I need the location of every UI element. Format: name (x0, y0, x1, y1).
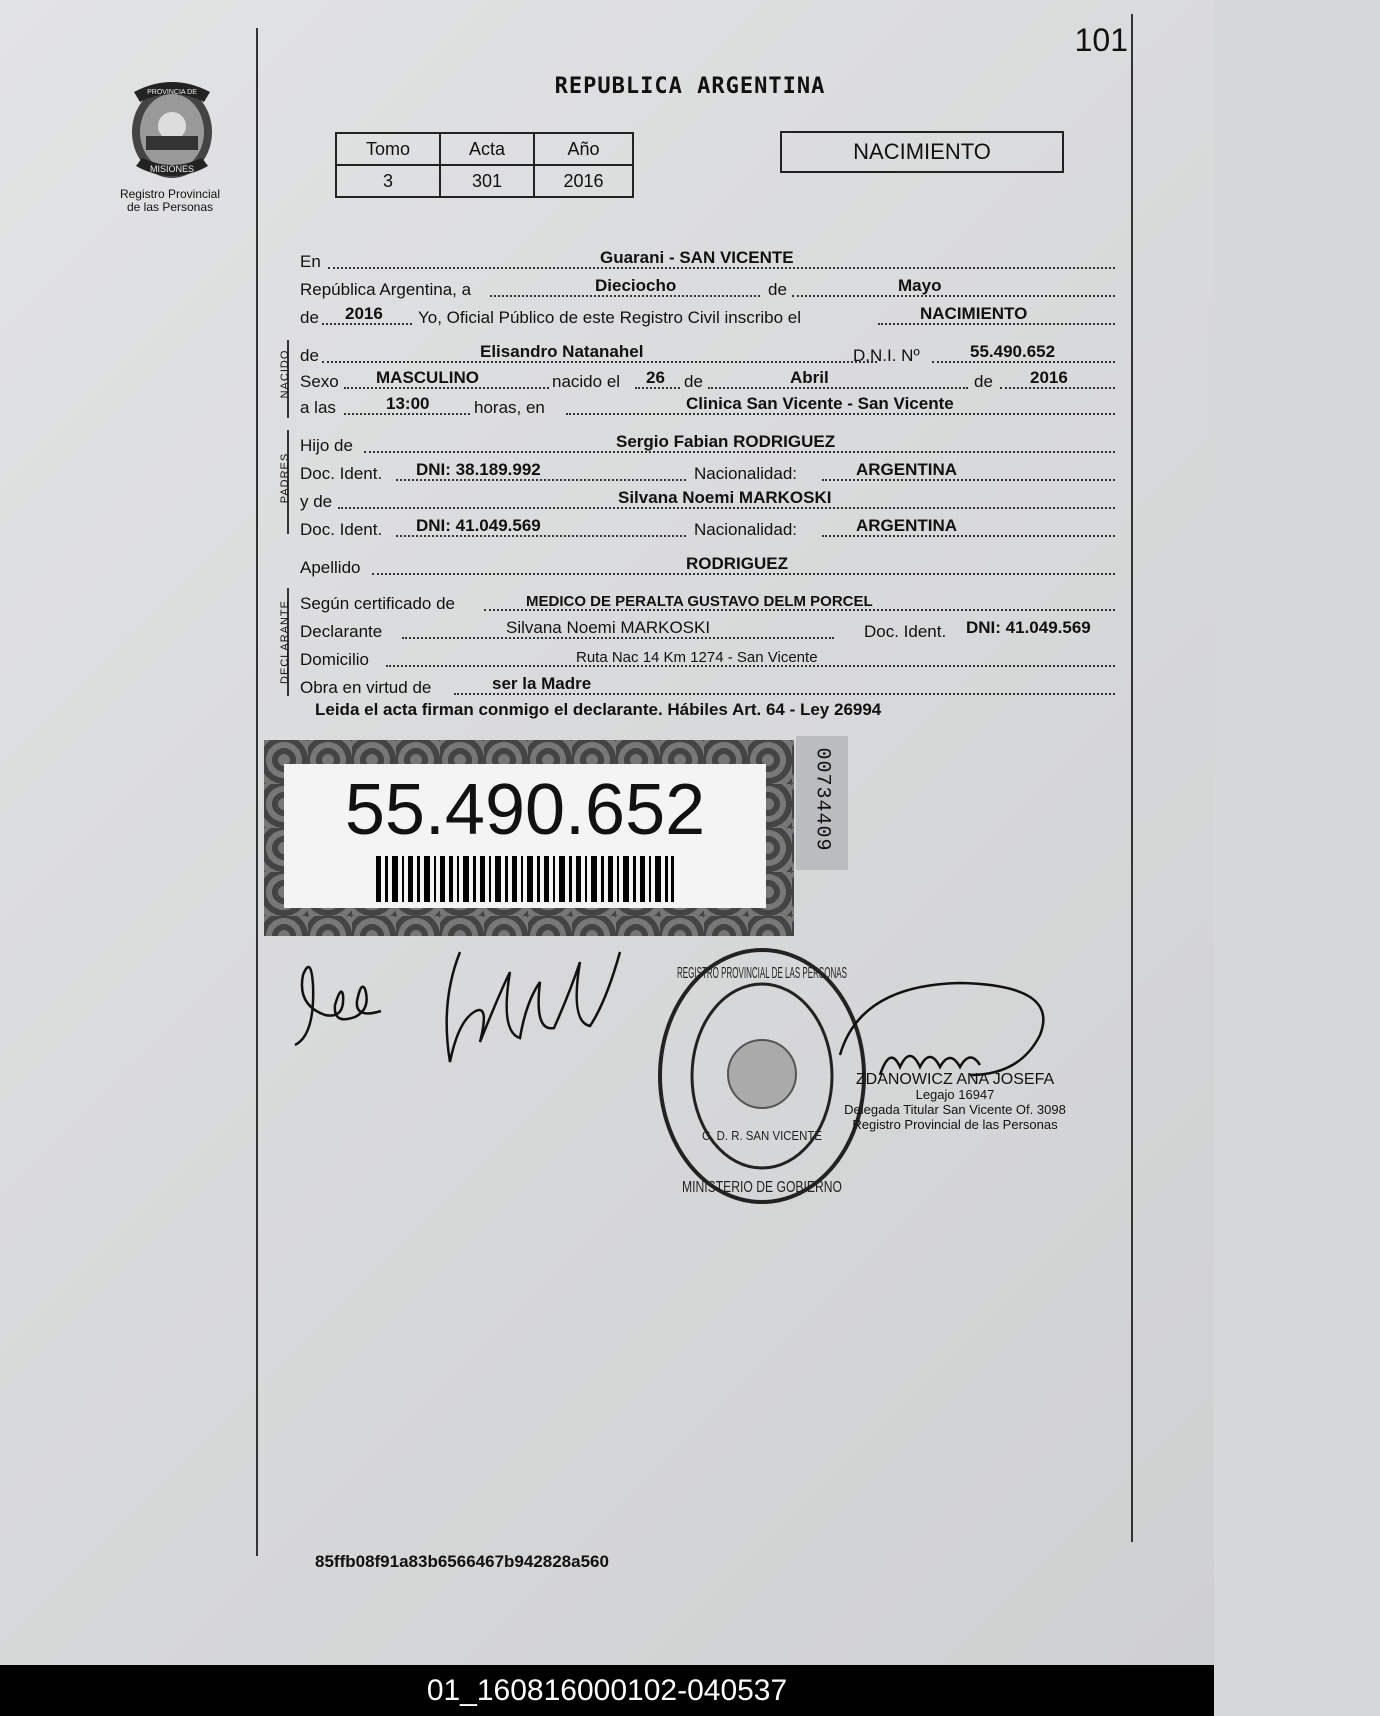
stamp-inner-text: C. D. R. SAN VICENTE (702, 1128, 823, 1143)
mother-name-value: Silvana Noemi MARKOSKI (618, 488, 832, 507)
row-mother-doc (300, 516, 1115, 540)
declarante-section-label: DECLARANTE (279, 600, 291, 684)
republica-label: República Argentina, a (300, 280, 472, 299)
oficial-text: Yo, Oficial Público de este Registro Civil inscribo el (418, 308, 801, 327)
mother-doc-label: Doc. Ident. (300, 520, 383, 539)
right-margin-line (1131, 14, 1133, 1542)
reference-header-row (336, 133, 633, 165)
declarante-name-value: Silvana Noemi MARKOSKI (506, 618, 711, 637)
barcode-icon (376, 856, 674, 902)
stamp-ring-text: REGISTRO PROVINCIAL DE LAS PERSONAS (677, 965, 847, 982)
anio-header: Año (534, 133, 633, 165)
de-label-3: de (974, 372, 993, 391)
certificado-label: Según certificado de (300, 594, 455, 613)
officer-block (840, 1072, 1070, 1132)
nacido-el-label: nacido el (552, 372, 621, 391)
certificado-value: MEDICO DE PERALTA GUSTAVO DELM PORCEL (526, 593, 873, 610)
footer-id-bar: 01_160816000102-040537 (0, 1665, 1214, 1716)
dni-label: D.N.I. Nº (853, 346, 920, 365)
registry-label (100, 188, 240, 214)
row-republica (300, 276, 1115, 300)
control-number: 00734409 (810, 747, 834, 852)
domicilio-label: Domicilio (300, 650, 369, 669)
father-doc-label: Doc. Ident. (300, 464, 383, 483)
signature-2-icon (430, 942, 630, 1072)
registry-line-2: de las Personas (126, 200, 214, 214)
row-hijo-de (300, 432, 1115, 456)
year-prefix-label: de (300, 308, 319, 327)
apellido-label: Apellido (300, 558, 361, 577)
dni-card (264, 740, 794, 936)
seal-bottom-text: MISIONES (149, 164, 195, 174)
tomo-header: Tomo (336, 133, 440, 165)
birth-day-value: 26 (646, 368, 665, 387)
mother-nationality-label: Nacionalidad: (694, 520, 798, 539)
officer-legajo: Legajo 16947 (915, 1087, 995, 1102)
officer-role: Delegada Titular San Vicente Of. 3098 (844, 1102, 1066, 1117)
left-margin-line (256, 28, 258, 1556)
stamp-ring-bottom-text: MINISTERIO DE GOBIERNO (682, 1179, 842, 1196)
declarante-doc-label: Doc. Ident. (864, 622, 947, 641)
sexo-value: MASCULINO (376, 368, 479, 387)
declarante-doc-value: DNI: 41.049.569 (966, 618, 1091, 637)
day-value: Dieciocho (595, 276, 677, 295)
tomo-value: 3 (336, 165, 440, 197)
row-apellido (300, 554, 1115, 578)
birth-place-value: Clinica San Vicente - San Vicente (686, 394, 954, 413)
acta-value: 301 (440, 165, 534, 197)
horas-label: horas, en (474, 398, 545, 417)
row-nacido-name (300, 342, 1115, 366)
registry-line-1: Registro Provincial (119, 187, 221, 201)
act-type-value: NACIMIENTO (920, 304, 1028, 323)
en-label: En (300, 252, 321, 271)
record-type-box: NACIMIENTO (780, 131, 1064, 173)
birth-year-value: 2016 (1030, 368, 1068, 387)
place-value: Guarani - SAN VICENTE (600, 248, 794, 267)
seal-top-text: PROVINCIA DE (147, 89, 197, 96)
page-number: 101 (1074, 22, 1128, 58)
domicilio-value: Ruta Nac 14 Km 1274 - San Vicente (576, 649, 818, 666)
de-label: de (768, 280, 787, 299)
nacido-section-label: NACIDO (279, 349, 291, 399)
signature-1-icon (285, 945, 395, 1060)
birth-time-value: 13:00 (386, 394, 430, 413)
reference-table (335, 132, 634, 198)
de-label-2: de (684, 372, 703, 391)
row-y-de (300, 488, 1115, 512)
row-en (300, 248, 1115, 272)
father-nationality-label: Nacionalidad: (694, 464, 798, 483)
dni-card-inner (284, 764, 766, 908)
control-number-tab (796, 736, 848, 870)
country-title: REPUBLICA ARGENTINA (554, 74, 826, 99)
apellido-value: RODRIGUEZ (686, 554, 788, 573)
document-hash: 85ffb08f91a83b6566467b942828a560 (315, 1552, 609, 1571)
father-nationality-value: ARGENTINA (856, 460, 958, 479)
row-obra (300, 674, 1115, 698)
year-value: 2016 (345, 304, 383, 323)
declarante-label: Declarante (300, 622, 383, 641)
row-domicilio (300, 646, 1115, 670)
row-declarante (300, 618, 1115, 642)
mother-nationality-value: ARGENTINA (856, 516, 958, 535)
row-father-doc (300, 460, 1115, 484)
obra-label: Obra en virtud de (300, 678, 432, 697)
a-las-label: a las (300, 398, 336, 417)
anio-value: 2016 (534, 165, 633, 197)
hijo-de-label: Hijo de (300, 436, 353, 455)
obra-value: ser la Madre (492, 674, 592, 693)
officer-name: ZDANOWICZ ANA JOSEFA (855, 1071, 1055, 1088)
sexo-label: Sexo (300, 372, 339, 391)
acta-header: Acta (440, 133, 534, 165)
padres-section-label: PADRES (279, 452, 291, 504)
father-name-value: Sergio Fabian RODRIGUEZ (616, 432, 836, 451)
month-value: Mayo (898, 276, 942, 295)
child-name-value: Elisandro Natanahel (480, 342, 644, 361)
dni-card-number: 55.490.652 (344, 770, 706, 850)
child-dni-value: 55.490.652 (970, 342, 1056, 361)
row-de-year (300, 304, 1115, 328)
nacido-de-label: de (300, 346, 319, 365)
officer-registry: Registro Provincial de las Personas (852, 1117, 1058, 1132)
closing-statement: Leida el acta firman conmigo el declarante. Hábiles Art. 64 - Ley 26994 (315, 700, 882, 719)
reference-value-row (336, 165, 633, 197)
father-doc-value: DNI: 38.189.992 (416, 460, 541, 479)
y-de-label: y de (300, 492, 333, 511)
birth-month-value: Abril (790, 368, 829, 387)
row-certificado (300, 590, 1115, 614)
row-a-las (300, 394, 1115, 418)
row-sexo (300, 368, 1115, 392)
mother-doc-value: DNI: 41.049.569 (416, 516, 541, 535)
